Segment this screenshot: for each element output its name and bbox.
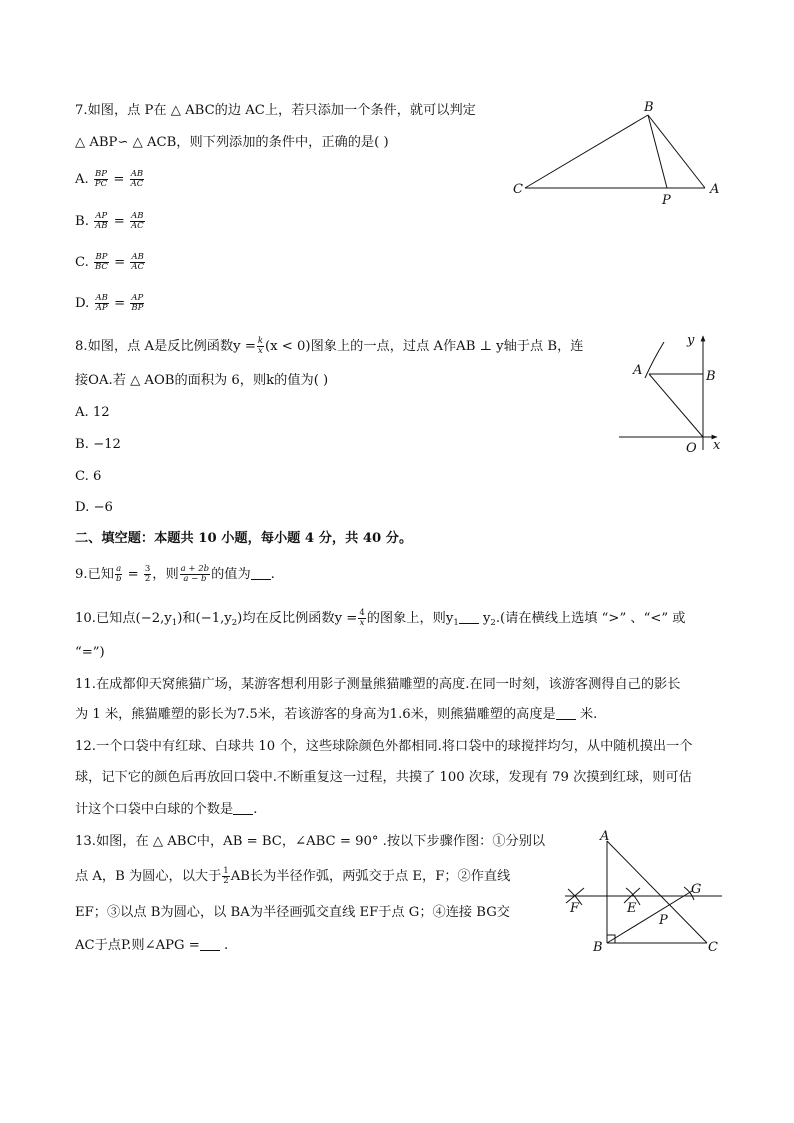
q7-label-c: C bbox=[513, 182, 523, 197]
q9-line: 9.已知 $\frac{a}{b}$ = $\frac{3}{2}$ ，则 $\frac{a + 2b}{a - b}$ 的值为 . bbox=[75, 564, 275, 584]
q7-segment-cb bbox=[525, 115, 648, 188]
q7-segment-ba bbox=[648, 115, 705, 188]
q13-line1: 13.如图，在 △ ABC中，AB = BC，∠ABC = 90° .按以下步骤作图：①分别以 bbox=[75, 834, 546, 849]
q11-line2: 为 1 米，熊猫雕塑的影长为7.5米，若该游客的身高为1.6米，则熊猫雕塑的高度是 米. bbox=[75, 707, 598, 722]
q13-label-a: A bbox=[600, 829, 610, 844]
q12-answer-blank[interactable] bbox=[233, 802, 253, 815]
q13-segment-bg bbox=[607, 891, 692, 943]
q7-label-p: P bbox=[662, 193, 671, 208]
q12-line3: 计这个口袋中白球的个数是 . bbox=[75, 802, 258, 817]
q13-line3: EF；③以点 B为圆心，以 BA为半径画弧交直线 EF于点 G；④连接 BG交 bbox=[75, 905, 510, 920]
q12-line1: 12.一个口袋中有红球、白球共 10 个，这些球除颜色外都相同.将口袋中的球搅拌均匀，从中随机摸出一个 bbox=[75, 739, 693, 754]
q13-label-g: G bbox=[691, 882, 702, 897]
q8-coordinate-figure bbox=[615, 328, 730, 458]
q8-label-a: A bbox=[633, 363, 643, 378]
q11-answer-blank[interactable] bbox=[556, 707, 576, 720]
q13-label-f: F bbox=[570, 901, 580, 916]
q8-option-d: D. −6 bbox=[75, 500, 113, 515]
q13-label-b: B bbox=[593, 940, 603, 955]
q10-line2: “=”) bbox=[75, 645, 105, 660]
q10-line1: 10.已知点$(-2,y_1)$和$(-1,y_2)$均在反比例函数y = $\frac{4}{x}$ 的图象上，则$y_1$ $y_2$.(请在横线上选填 “>” 、“<” 或 bbox=[75, 608, 686, 628]
q13-label-c: C bbox=[708, 940, 718, 955]
q13-line4: AC于点P.则∠APG = . bbox=[75, 938, 229, 953]
q11-line1: 11.在成都仰天窝熊猫广场，某游客想利用影子测量熊猫雕塑的高度.在同一时刻，该游客测得自己的影长 bbox=[75, 677, 681, 692]
q7-segment-bp bbox=[648, 115, 667, 188]
q10-answer-blank[interactable] bbox=[459, 611, 479, 624]
q7-stem-line2: △ ABP∽ △ ACB，则下列添加的条件中，正确的是( ) bbox=[75, 135, 389, 150]
q12-line2: 球，记下它的颜色后再放回口袋中.不断重复这一过程，共摸了 100 次球，发现有 79 次摸到红球，则可估 bbox=[75, 770, 692, 785]
q7-triangle-figure bbox=[505, 100, 735, 210]
q8-label-o: O bbox=[686, 441, 697, 456]
q8-label-b: B bbox=[706, 369, 716, 384]
q7-option-c: C. $\frac{BP}{BC}$ = $\frac{AB}{AC}$ bbox=[75, 252, 145, 272]
section-2-heading: 二、填空题：本题共 10 小题，每小题 4 分，共 40 分。 bbox=[75, 531, 413, 546]
q8-segment-ao bbox=[649, 374, 703, 437]
q8-option-a: A. 12 bbox=[75, 405, 110, 420]
q8-option-b: B. −12 bbox=[75, 437, 121, 452]
q13-construction-figure bbox=[560, 825, 730, 960]
q8-stem-line2: 接OA.若 △ AOB的面积为 6，则k的值为( ) bbox=[75, 373, 329, 388]
q7-option-d: D. $\frac{AB}{AP}$ = $\frac{AP}{BP}$ bbox=[75, 293, 144, 313]
q8-label-x: x bbox=[713, 438, 721, 453]
q8-hyperbola-branch bbox=[645, 342, 664, 378]
q8-stem-line1: 8.如图，点 A是反比例函数y = $\frac{k}{x}$ (x < 0)图象上的一点，过点 A作AB ⊥ y轴于点 B，连 bbox=[75, 336, 584, 356]
q13-label-e: E bbox=[627, 901, 637, 916]
q8-option-c: C. 6 bbox=[75, 469, 102, 484]
q7-label-b: B bbox=[644, 100, 654, 115]
q13-answer-blank[interactable] bbox=[200, 938, 220, 951]
q13-label-p: P bbox=[659, 913, 668, 928]
q7-option-b: B. $\frac{AP}{AB}$ = $\frac{AB}{AC}$ bbox=[75, 211, 144, 231]
q7-stem-line1: 7.如图，点 P在 △ ABC的边 AC上，若只添加一个条件，就可以判定 bbox=[75, 103, 476, 118]
q13-line2: 点 A，B 为圆心，以大于 $\frac{1}{2}$ AB长为半径作弧，两弧交于点 E，F；②作直线 bbox=[75, 866, 511, 886]
q9-answer-blank[interactable] bbox=[251, 567, 271, 580]
q7-option-a: A. $\frac{BP}{PC}$ = $\frac{AB}{AC}$ bbox=[75, 169, 144, 189]
q8-label-y: y bbox=[687, 333, 695, 348]
q7-label-a: A bbox=[710, 182, 720, 197]
